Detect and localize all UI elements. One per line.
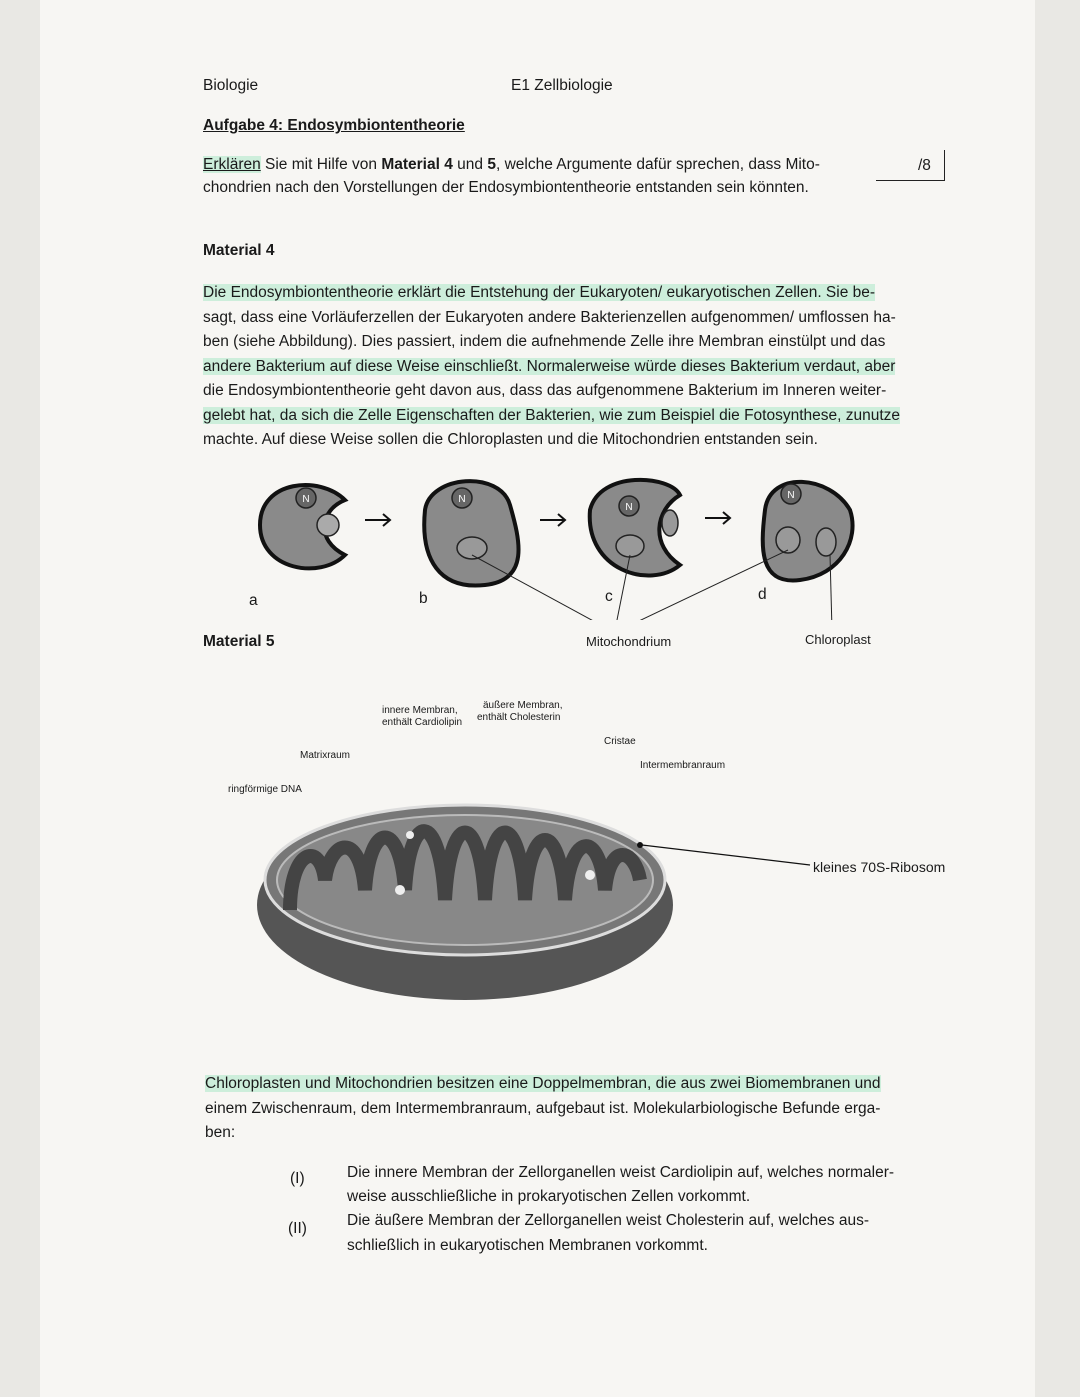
arrow-icon bbox=[540, 514, 565, 526]
bacterium-icon bbox=[317, 514, 339, 536]
dna-label: ringförmige DNA bbox=[228, 784, 302, 795]
nucleus-label: N bbox=[625, 502, 633, 513]
material-ref: 5 bbox=[487, 156, 496, 173]
task-line-2: chondrien nach den Vorstellungen der Endosymbiontentheorie entstanden sein könnten. bbox=[203, 179, 809, 196]
points-box bbox=[876, 150, 945, 181]
step-b-label: b bbox=[419, 590, 428, 607]
material-4-title: Material 4 bbox=[203, 242, 275, 259]
mitochondrion-icon bbox=[457, 537, 487, 559]
mitochondrion-icon bbox=[616, 535, 644, 557]
text-line: machte. Auf diese Weise sollen die Chloroplasten und die Mitochondrien entstanden sein. bbox=[203, 431, 818, 448]
unit-header: E1 Zellbiologie bbox=[511, 77, 613, 94]
text-line: andere Bakterium auf diese Weise einschließt. Normalerweise würde dieses Bakterium verdaut, aber bbox=[203, 357, 896, 375]
nucleus-label: N bbox=[787, 490, 795, 501]
finding-1-line-2: weise ausschließliche in prokaryotischen Zellen vorkommt. bbox=[347, 1188, 751, 1205]
intermembrane-label: Intermembranraum bbox=[640, 760, 726, 771]
operator-word: Erklären bbox=[203, 156, 261, 173]
cristae-label: Cristae bbox=[604, 736, 636, 747]
text-line: Chloroplasten und Mitochondrien besitzen eine Doppelmembran, die aus zwei Biomembranen und bbox=[205, 1075, 881, 1092]
finding-2-line-2: schließlich in eukaryotischen Membranen vorkommt. bbox=[347, 1237, 708, 1254]
task-line-1 bbox=[203, 156, 820, 174]
text: und bbox=[452, 156, 488, 173]
nucleus-label: N bbox=[302, 494, 310, 505]
outer-membrane-label-2: enthält Cholesterin bbox=[477, 712, 561, 723]
material-5-text bbox=[205, 1072, 925, 1146]
arrow-icon bbox=[365, 514, 390, 526]
material-ref: Material 4 bbox=[381, 156, 453, 173]
arrow-icon bbox=[705, 512, 730, 524]
nucleus-label: N bbox=[458, 494, 466, 505]
text-line: einem Zwischenraum, dem Intermembranraum, aufgebaut ist. Molekularbiologische Befunde erga- bbox=[205, 1099, 881, 1117]
finding-2-line-1: Die äußere Membran der Zellorganellen weist Cholesterin auf, welches aus- bbox=[347, 1212, 870, 1229]
text-line: sagt, dass eine Vorläuferzellen der Eukaryoten andere Bakterienzellen aufgenommen/ umflossen ha- bbox=[203, 308, 896, 326]
inner-membrane-label-1: innere Membran, bbox=[382, 705, 458, 716]
step-c-label: c bbox=[605, 588, 613, 605]
points-label: /8 bbox=[918, 157, 931, 174]
task-title: Aufgabe 4: Endosymbiontentheorie bbox=[203, 117, 465, 134]
cell-d bbox=[763, 482, 853, 581]
finding-2-number: (II) bbox=[288, 1220, 307, 1237]
ribosome-label: kleines 70S-Ribosom bbox=[813, 859, 946, 875]
inner-membrane-label-2: enthält Cardiolipin bbox=[382, 717, 463, 728]
text-line: ben: bbox=[205, 1124, 236, 1141]
matrix-label: Matrixraum bbox=[300, 750, 351, 761]
chloroplast-label: Chloroplast bbox=[805, 632, 871, 647]
mitochondrion-diagram bbox=[250, 780, 950, 1010]
chloroplast-icon bbox=[662, 510, 678, 536]
material-4-text bbox=[203, 281, 923, 453]
endosymbiosis-figure bbox=[240, 470, 890, 620]
step-a-label: a bbox=[249, 592, 258, 609]
text-line: gelebt hat, da sich die Zelle Eigenschaften der Bakterien, wie zum Beispiel die Fotosynthese, zunutze bbox=[203, 406, 901, 424]
text-line: ben (siehe Abbildung). Dies passiert, indem die aufnehmende Zelle ihre Membran einstülpt und das bbox=[203, 333, 886, 350]
text: Sie mit Hilfe von bbox=[260, 156, 382, 173]
mitochondrium-label: Mitochondrium bbox=[586, 634, 672, 649]
material-5-title: Material 5 bbox=[203, 633, 275, 650]
chloroplast-icon bbox=[816, 528, 836, 556]
text: , welche Argumente dafür sprechen, dass Mito- bbox=[495, 156, 820, 173]
text-line: Die Endosymbiontentheorie erklärt die Entstehung der Eukaryoten/ eukaryotischen Zellen. Sie be- bbox=[203, 284, 876, 301]
pointer-line bbox=[642, 845, 810, 865]
mitochondrion-icon bbox=[776, 527, 800, 553]
finding-1-number: (I) bbox=[290, 1170, 305, 1187]
text-line: die Endosymbiontentheorie geht davon aus, dass das aufgenommene Bakterium im Inneren weiter- bbox=[203, 382, 887, 399]
step-d-label: d bbox=[758, 586, 767, 603]
outer-membrane-label-1: äußere Membran, bbox=[483, 700, 563, 711]
finding-1-line-1: Die innere Membran der Zellorganellen weist Cardiolipin auf, welches normaler- bbox=[347, 1164, 895, 1181]
subject-header: Biologie bbox=[203, 77, 259, 94]
